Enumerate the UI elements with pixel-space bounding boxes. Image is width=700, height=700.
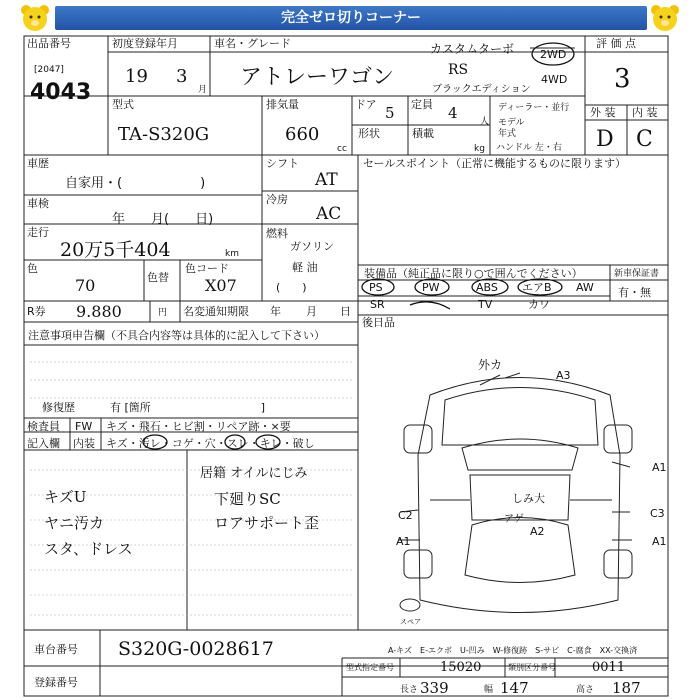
registration-label: 登録番号 <box>34 676 78 689</box>
grade-1: カスタムターボ <box>430 42 515 56</box>
type-label: 型式 <box>112 98 134 111</box>
handle-label: ハンドル 左・右 <box>496 143 562 153</box>
mileage-unit: km <box>225 249 239 259</box>
fw-items: キズ・飛石・ヒビ割・リペア跡・×要 <box>106 420 291 433</box>
disp-unit: cc <box>337 144 347 154</box>
score-value: 3 <box>614 64 631 94</box>
load-unit: kg <box>474 144 485 154</box>
guarantee-value: 有・無 <box>618 286 651 299</box>
hand-note-left-2: ヤニ汚カ <box>44 514 105 532</box>
month-unit: 月 <box>198 85 208 95</box>
car-name: アトレーワゴン <box>240 65 395 90</box>
length-label: 長さ <box>400 685 419 695</box>
guarantee-label: 新車保証書 <box>614 269 660 279</box>
cap-label: 定員 <box>411 98 433 111</box>
name-label: 車名・グレード <box>214 37 291 50</box>
diagram-a1-left: A1 <box>396 535 411 548</box>
meishou-label: 名変通知期限 <box>183 305 249 318</box>
meishou-day: 日 <box>340 305 351 318</box>
diagram-spare: スペア <box>400 618 421 626</box>
diagram-c3: C3 <box>650 507 665 520</box>
height-label: 高さ <box>576 685 595 695</box>
interior-items: キズ・汚レ・コゲ・穴・スレ・キレ・破し <box>106 437 315 450</box>
drive-2wd: 2WD <box>540 48 567 61</box>
legend: A-キズ E-エクボ U-凹み W-修復跡 S-サビ C-腐食 XX-交換済 <box>388 646 638 655</box>
sales-point-label: セールスポイント（正常に機能するものに限ります） <box>363 157 627 170</box>
recycle-value: 9.880 <box>76 302 122 321</box>
colorcode-value: X07 <box>205 276 237 295</box>
diagram-a1-right-2: A1 <box>652 535 667 548</box>
lot-small: [2047] <box>34 65 64 75</box>
colorcode-label: 色コード <box>185 262 229 275</box>
equip-leather: カワ <box>528 298 550 311</box>
grade-2: RS <box>448 62 469 78</box>
equip-label: 装備品（純正品に限り○で囲んでください） <box>364 267 583 280</box>
model-label: モデル <box>498 118 525 128</box>
reg-month: 3 <box>176 66 188 87</box>
fuel-label: 燃料 <box>266 227 288 240</box>
repair-label: 修復歴 <box>42 401 75 414</box>
history-label: 車歴 <box>27 157 49 170</box>
chassis-value: S320G-0028617 <box>118 638 274 660</box>
retrofit-label: 後日品 <box>362 316 395 329</box>
equip-abs: ABS <box>476 281 498 294</box>
page-title: 完全ゼロ切りコーナー <box>55 6 647 30</box>
inspector-label-1: 検査員 <box>27 420 60 433</box>
hand-note-left-1: キズU <box>44 488 87 506</box>
class-label: 類別区分番号 <box>508 663 556 672</box>
fw-label: FW <box>75 420 93 433</box>
type-approval-value: 15020 <box>440 660 482 675</box>
mileage-label: 走行 <box>27 226 49 239</box>
ac-label: 冷房 <box>266 193 288 206</box>
int-value: C <box>636 127 653 152</box>
ext-label: 外 装 <box>590 106 616 119</box>
chassis-label: 車台番号 <box>34 643 78 656</box>
equip-pw: PW <box>422 281 440 294</box>
fuel-value-2: 軽 油 <box>292 261 318 274</box>
diagram-inner-1: しみ大 <box>512 492 545 505</box>
lot-label: 出品番号 <box>27 37 71 50</box>
model-year-label: 年式 <box>498 129 517 139</box>
fuel-paren: ( ) <box>276 281 307 294</box>
equip-aw: AW <box>576 281 594 294</box>
equip-ps: PS <box>369 281 383 294</box>
inspector-label-2: 記入欄 <box>27 437 60 450</box>
mileage-value: 20万5千404 <box>60 239 171 261</box>
recycle-unit: 円 <box>158 308 168 318</box>
diagram-a2: A2 <box>530 525 545 538</box>
lot-number: 4043 <box>30 80 92 105</box>
length-value: 339 <box>420 679 449 697</box>
shape-label: 形状 <box>358 127 380 140</box>
diagram-c2: C2 <box>398 509 413 522</box>
height-value: 187 <box>612 679 641 697</box>
cap-unit: 人 <box>480 117 490 127</box>
width-label: 幅 <box>484 685 494 695</box>
grade-3: ブラックエディション <box>432 84 531 95</box>
diagram-a1-right-1: A1 <box>652 461 667 474</box>
reg-year: 19 <box>125 66 148 87</box>
type-value: TA-S320G <box>118 124 210 145</box>
reg-label: 初度登録年月 <box>112 37 178 50</box>
notes-label: 注意事項申告欄（不具合内容等は具体的に記入して下さい） <box>28 329 325 342</box>
load-label: 積載 <box>412 127 434 140</box>
door-label: ドア <box>355 98 377 111</box>
int-label: 内 装 <box>632 106 658 119</box>
dealer-label: ディーラー・並行 <box>498 103 570 113</box>
meishou-year: 年 <box>270 305 281 318</box>
hand-note-right-3: ロアサポート歪 <box>214 514 320 532</box>
shaken-label: 車検 <box>27 197 49 210</box>
shift-value: AT <box>315 170 338 190</box>
diagram-inner-2: アゲ <box>504 514 524 525</box>
equip-tv: TV <box>478 298 493 311</box>
repair-value: 有 [箇所 ] <box>110 401 266 414</box>
diagram-top-note: 外カ <box>478 358 503 372</box>
fuel-value-1: ガソリン <box>290 240 334 253</box>
meishou-month: 月 <box>306 305 317 318</box>
score-label: 評 価 点 <box>596 37 636 50</box>
ac-value: AC <box>316 204 342 224</box>
cap-value: 4 <box>448 104 458 122</box>
color-value: 70 <box>75 276 96 295</box>
class-value: 0011 <box>592 660 626 675</box>
history-value: 自家用・( ) <box>65 176 206 191</box>
type-approval-label: 型式指定番号 <box>346 663 394 672</box>
shift-label: シフト <box>266 157 299 170</box>
equip-airbag: エアB <box>522 281 552 294</box>
diagram-a3: A3 <box>556 369 571 382</box>
hand-note-right-1: 居籍 オイルにじみ <box>200 466 308 481</box>
recycle-label: R券 <box>27 305 46 318</box>
recolor-label: 色替 <box>147 271 169 284</box>
hand-note-right-2: 下廻りSC <box>214 490 281 508</box>
width-value: 147 <box>500 679 529 697</box>
interior-label: 内装 <box>73 437 95 450</box>
door-value: 5 <box>385 104 395 122</box>
equip-sr: SR <box>370 298 385 311</box>
disp-label: 排気量 <box>266 98 299 111</box>
disp-value: 660 <box>285 124 320 145</box>
color-label: 色 <box>27 262 38 275</box>
shaken-value: 年 月( 日) <box>112 212 214 227</box>
drive-4wd: 4WD <box>541 73 568 86</box>
ext-value: D <box>596 127 614 152</box>
hand-note-left-3: スタ、ドレス <box>44 540 133 558</box>
